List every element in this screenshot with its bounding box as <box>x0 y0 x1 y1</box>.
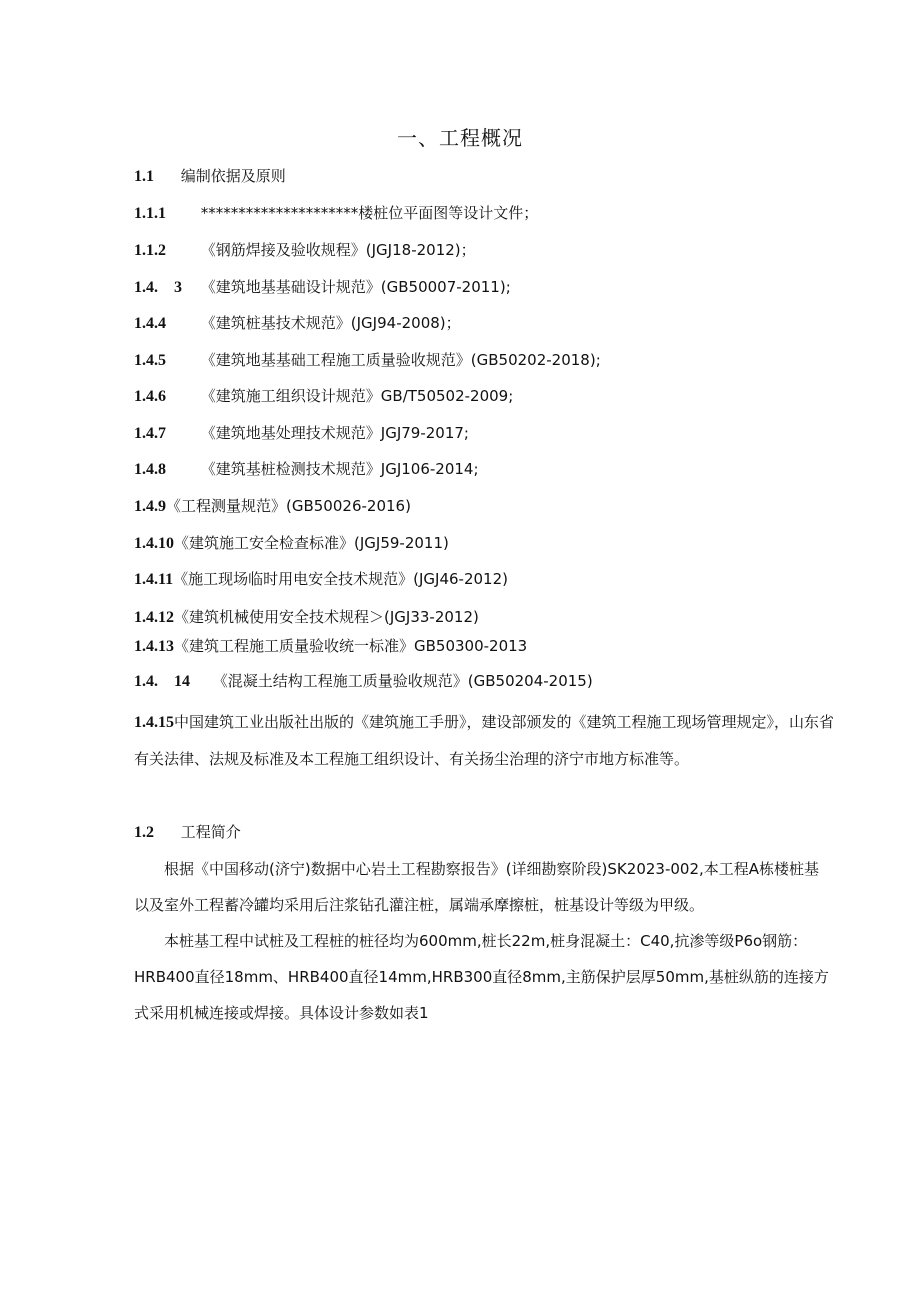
ref-text: 《建筑桩基技术规范》(JGJ94-2008)； <box>200 314 461 332</box>
body-paragraph: 根据《中国移动(济宁)数据中心岩土工程勘察报告》(详细勘察阶段)SK2023-002,本工程A栋楼桩基以及室外工程蓄冷罐均采用后注浆钻孔灌注桩，属端承摩擦桩，桩基设计等级为甲级。 <box>134 860 820 914</box>
section-title: 编制依据及原则 <box>180 167 286 185</box>
ref-number: 1.4.8 <box>134 461 166 478</box>
section-number: 1.2 <box>134 824 154 841</box>
ref-item <box>134 496 411 517</box>
section-number: 1.1 <box>134 168 154 185</box>
ref-text: 《混凝土结构工程施工质量验收规范》(GB50204-2015) <box>212 672 593 690</box>
ref-item <box>134 607 479 628</box>
ref-text: 《工程测量规范》(GB50026-2016) <box>166 497 411 515</box>
ref-number: 1.4.15 <box>134 714 174 731</box>
ref-number: 1.4. 14 <box>134 673 191 690</box>
ref-text: 《建筑地基处理技术规范》JGJ79-2017; <box>200 424 469 442</box>
ref-item <box>134 636 527 657</box>
ref-text: 《建筑基桩检测技术规范》JGJ106-2014; <box>200 460 479 478</box>
ref-text: 《建筑施工安全检查标准》(JGJ59-2011) <box>174 534 449 552</box>
section-heading-1-2 <box>134 822 241 843</box>
ref-text: 《施工现场临时用电安全技术规范》(JGJ46-2012) <box>173 570 508 588</box>
ref-number: 1.1.2 <box>134 242 166 259</box>
ref-number: 1.1.1 <box>134 205 166 222</box>
ref-text: 《钢筋焊接及验收规程》(JGJ18-2012)； <box>200 241 476 259</box>
ref-number: 1.4.6 <box>134 388 166 405</box>
body-paragraph: 本桩基工程中试桩及工程桩的桩径均为600mm,桩长22m,桩身混凝土：C40,抗渗等级P6o钢筋：HRB400直径18mm、HRB400直径14mm,HRB300直径8mm,主筋保护层厚50mm,基桩纵筋的连接方式采用机械连接或焊接。具体设计参数如表1 <box>134 932 829 1022</box>
ref-text: 《建筑地基基础工程施工质量验收规范》(GB50202-2018); <box>200 351 601 369</box>
ref-item <box>134 350 601 371</box>
ref-item <box>134 240 476 261</box>
ref-item <box>134 313 461 334</box>
ref-number: 1.4.4 <box>134 315 166 332</box>
ref-item <box>134 569 508 590</box>
ref-text: 《建筑施工组织设计规范》GB/T50502-2009; <box>200 387 514 405</box>
ref-text: 《建筑工程施工质量验收统一标准》GB50300-2013 <box>174 637 528 655</box>
ref-number: 1.4.7 <box>134 425 166 442</box>
ref-number: 1.4.11 <box>134 571 174 588</box>
ref-text: 《建筑机械使用安全技术规程＞(JGJ33-2012) <box>174 608 479 626</box>
section-title: 工程简介 <box>180 823 241 841</box>
ref-text: 中国建筑工业出版社出版的《建筑施工手册》，建设部颁发的《建筑工程施工现场管理规定》，山东省有关法律、法规及标准及本工程施工组织设计、有关扬尘治理的济宁市地方标准等。 <box>134 713 835 768</box>
section-heading-1-1 <box>134 166 286 187</box>
ref-item <box>134 277 511 298</box>
ref-text: 《建筑地基基础设计规范》(GB50007-2011); <box>200 278 511 296</box>
ref-number: 1.4.12 <box>134 609 174 626</box>
page-title: 一、工程概况 <box>397 126 523 150</box>
ref-number: 1.4.9 <box>134 498 166 515</box>
ref-text: *********************楼桩位平面图等设计文件； <box>200 204 539 222</box>
ref-item <box>134 423 469 444</box>
ref-item <box>134 459 479 480</box>
ref-item <box>134 671 593 692</box>
ref-item <box>134 203 538 224</box>
ref-number: 1.4. 3 <box>134 279 183 296</box>
ref-number: 1.4.13 <box>134 638 174 655</box>
ref-item <box>134 533 449 554</box>
ref-item-15 <box>134 704 834 777</box>
ref-item <box>134 386 513 407</box>
ref-number: 1.4.5 <box>134 352 166 369</box>
ref-number: 1.4.10 <box>134 535 174 552</box>
